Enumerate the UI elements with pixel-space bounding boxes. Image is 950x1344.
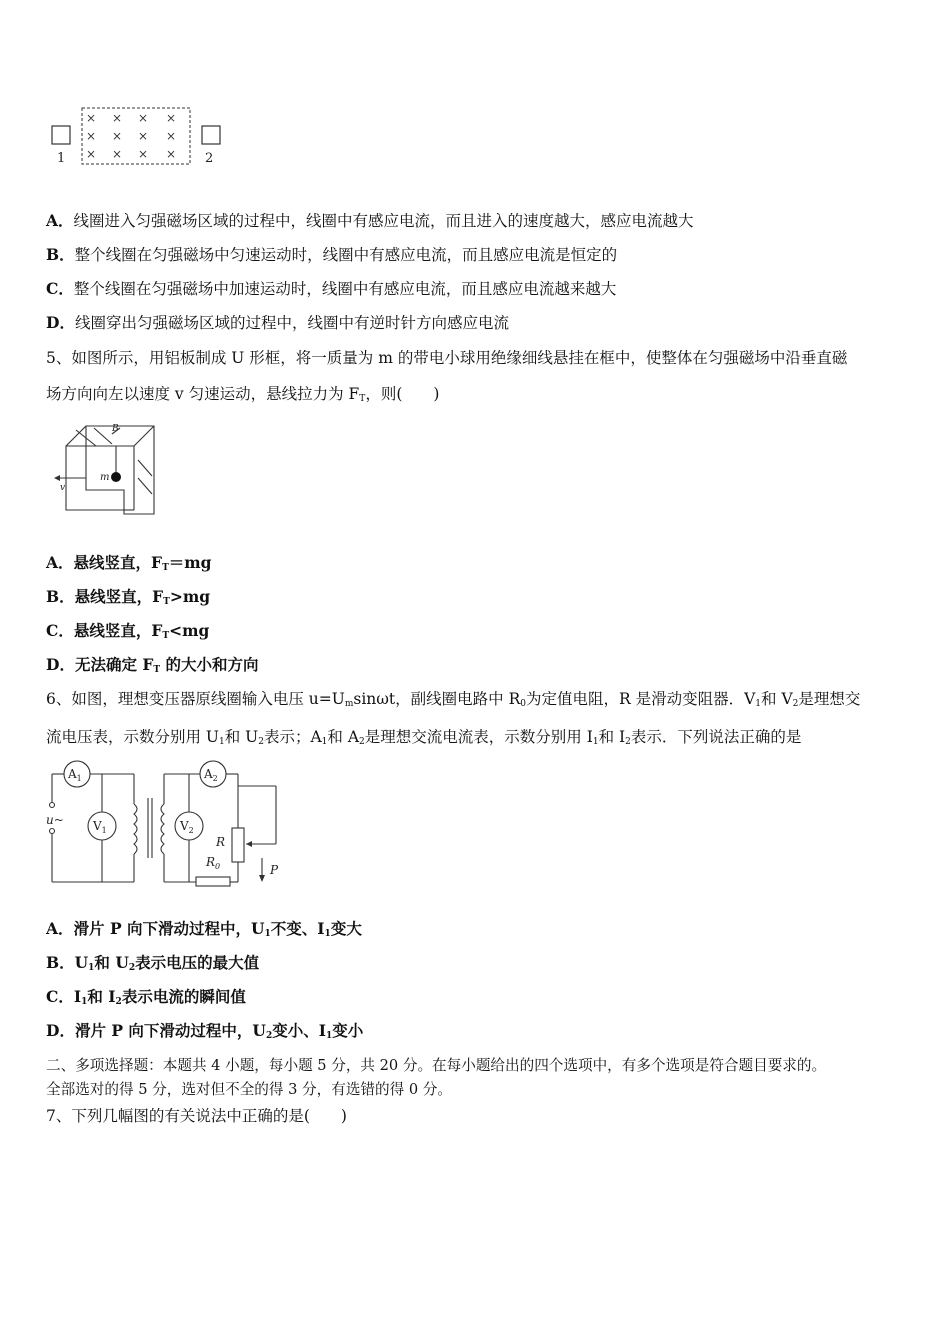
- q4-option-d: D．线圈穿出匀强磁场区域的过程中，线圈中有逆时针方向感应电流: [46, 313, 509, 332]
- figure-q6-transformer-circuit: [44, 758, 294, 888]
- q5-option-c: C．悬线竖直，$F_T<mg$: [46, 621, 210, 641]
- slider-label-p: P: [270, 863, 279, 877]
- q5-stem-line1: 5、如图所示，用铝板制成 U 形框，将一质量为 m 的带电小球用绝缘细线悬挂在框中，使整体在匀强磁场中沿垂直磁: [46, 349, 848, 367]
- section-2-instructions-line2: 全部选对的得 5 分，选对但不全的得 3 分，有选错的得 0 分。: [46, 1081, 452, 1098]
- field-cross-symbol: ×: [112, 129, 123, 143]
- coil-2-label: 2: [205, 151, 214, 166]
- field-cross-symbol: ×: [138, 129, 149, 143]
- source-label-u: u~: [46, 813, 64, 827]
- q5-option-a: A．悬线竖直，$F_T=mg$: [46, 553, 212, 573]
- charged-ball: [111, 472, 121, 482]
- label-B: B: [112, 424, 119, 434]
- voltmeter-v1: $V_1$: [93, 819, 107, 835]
- field-cross-symbol: ×: [166, 111, 177, 125]
- q5-stem-line2: 场方向向左以速度 v 匀速运动，悬线拉力为 $F_T$，则( ): [46, 385, 440, 404]
- field-cross-symbol: ×: [166, 147, 177, 161]
- q6-option-a: A．滑片 P 向下滑动过程中，$U_1$不变、$I_1$变大: [46, 919, 362, 939]
- q4-option-c: C．整个线圈在匀强磁场中加速运动时，线圈中有感应电流，而且感应电流越来越大: [46, 279, 617, 298]
- field-cross-symbol: ×: [138, 147, 149, 161]
- field-cross-symbol: ×: [86, 147, 97, 161]
- figure-q5-u-frame: [46, 420, 161, 520]
- q4-option-a: A．线圈进入匀强磁场区域的过程中，线圈中有感应电流，而且进入的速度越大，感应电流越大: [46, 211, 694, 230]
- q6-stem-line1: 6、如图，理想变压器原线圈输入电压 $u=U_m\sin\omega t$，副线圈电路中 $R_0$为定值电阻，R 是滑动变阻器．$V_1$和 $V_2$是理想交: [46, 690, 861, 709]
- q6-option-b: B．$U_1$和 $U_2$表示电压的最大值: [46, 953, 260, 973]
- q5-option-d: D．无法确定 $F_T$ 的大小和方向: [46, 655, 259, 675]
- field-cross-symbol: ×: [86, 111, 97, 125]
- coil-1-label: 1: [57, 151, 66, 166]
- q7-stem: 7、下列几幅图的有关说法中正确的是( ): [46, 1107, 347, 1125]
- field-cross-symbol: ×: [86, 129, 97, 143]
- q6-option-d: D．滑片 P 向下滑动过程中，$U_2$变小、$I_1$变小: [46, 1021, 364, 1041]
- coil-1: [52, 126, 70, 144]
- q6-option-c: C．$I_1$和 $I_2$表示电流的瞬间值: [46, 987, 246, 1007]
- field-cross-symbol: ×: [138, 111, 149, 125]
- q5-option-b: B．悬线竖直，$F_T>mg$: [46, 587, 211, 607]
- label-v: v: [60, 483, 66, 493]
- field-crosses: [86, 111, 176, 161]
- resistor-label-r0: $R_0$: [206, 855, 221, 871]
- field-cross-symbol: ×: [112, 147, 123, 161]
- figure-q4-magnetic-field: [48, 104, 228, 170]
- q6-stem-line2: 流电压表，示数分别用 $U_1$和 $U_2$表示；$A_1$和 $A_2$是理想交流电流表，示数分别用 $I_1$和 $I_2$表示．下列说法正确的是: [46, 728, 802, 747]
- coil-2: [202, 126, 220, 144]
- section-2-instructions-line1: 二、多项选择题：本题共 4 小题，每小题 5 分，共 20 分。在每小题给出的四个选项中，有多个选项是符合题目要求的。: [46, 1057, 827, 1074]
- label-m: m: [100, 472, 110, 483]
- q4-option-b: B．整个线圈在匀强磁场中匀速运动时，线圈中有感应电流，而且感应电流是恒定的: [46, 245, 618, 264]
- rheostat-label-r: R: [216, 835, 226, 849]
- field-cross-symbol: ×: [166, 129, 177, 143]
- ammeter-a2: $A_2$: [204, 767, 218, 783]
- voltmeter-v2: $V_2$: [180, 819, 194, 835]
- field-cross-symbol: ×: [112, 111, 123, 125]
- ammeter-a1: $A_1$: [68, 767, 82, 783]
